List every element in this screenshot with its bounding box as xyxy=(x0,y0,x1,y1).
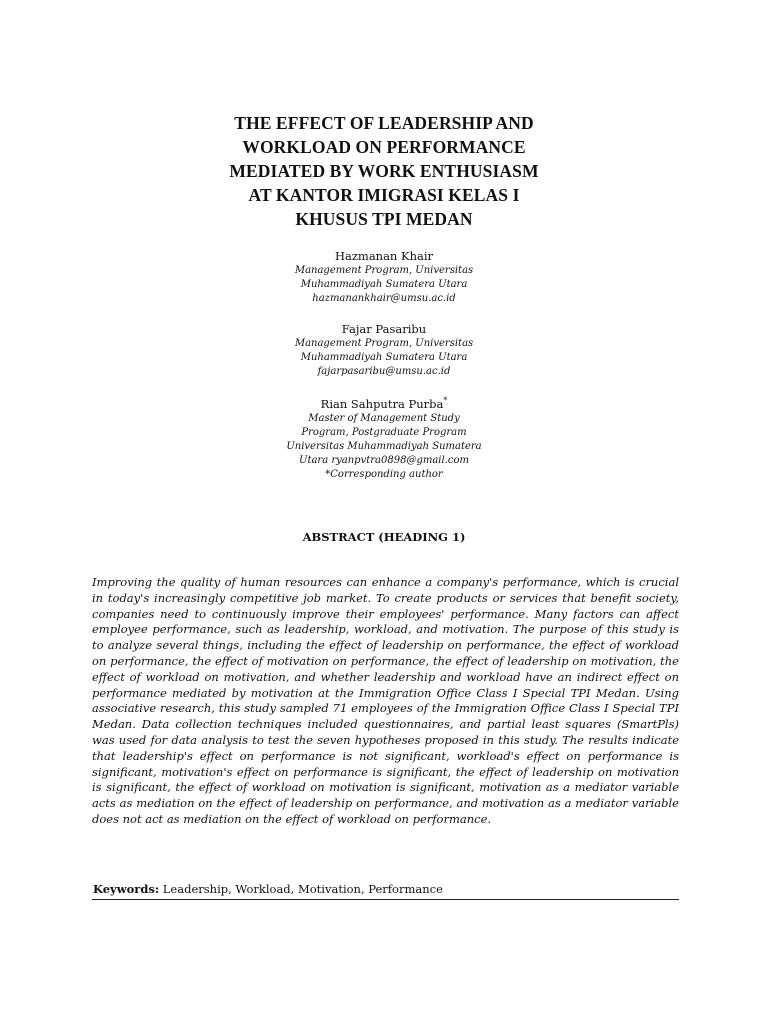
corresponding-author-note: *Corresponding author xyxy=(325,469,443,480)
keywords-value: Leadership, Workload, Motivation, Performance xyxy=(162,882,443,896)
affiliation-line: Management Program, Universitas xyxy=(294,265,474,276)
affiliation-line: Universitas Muhammadiyah Sumatera xyxy=(286,441,482,452)
divider-rule xyxy=(92,899,679,900)
keywords-line xyxy=(93,881,679,897)
author-name: Rian Sahputra Purba* xyxy=(320,396,448,411)
author-block xyxy=(234,321,534,379)
title-line: KHUSUS TPI MEDAN xyxy=(295,209,473,229)
corresponding-marker: * xyxy=(443,396,448,405)
affiliation-line: Muhammadiyah Sumatera Utara xyxy=(300,279,468,290)
author-block xyxy=(234,248,534,306)
abstract-body: Improving the quality of human resources can enhance a company's performance, which is crucial in today's increasingly competitive job market. To create products or services that benefit society, companies need to continuously improve their employees' performance. Many factors can affect employee performance, such as leadership, workload, and motivation. The purpose of this study is to analyze several things, including the effect of leadership on performance, the effect of workload on performance, the effect of motivation on performance, the effect of leadership on motivation, the effect of workload on motivation, and whether leadership and workload have an indirect effect on performance mediated by motivation at the Immigration Office Class I Special TPI Medan. Using associative research, this study sampled 71 employees of the Immigration Office Class I Special TPI Medan. Data collection techniques included questionnaires, and partial least squares (SmartPls) was used for data analysis to test the seven hypotheses proposed in this study. The results indicate that leadership's effect on performance is not significant, workload's effect on performance is significant, motivation's effect on performance is significant, the effect of leadership on motivation is significant, the effect of workload on motivation is significant, motivation as a mediator variable acts as mediation on the effect of leadership on performance, and motivation as a mediator variable does not act as mediation on the effect of workload on performance. xyxy=(92,575,679,826)
author-email: fajarpasaribu@umsu.ac.id xyxy=(317,366,451,377)
author-name: Fajar Pasaribu xyxy=(341,322,427,336)
author-email: Utara ryanpvtra0898@gmail.com xyxy=(299,455,469,466)
author-block xyxy=(234,393,534,482)
keywords-label: Keywords: xyxy=(93,882,160,896)
affiliation-line: Master of Management Study xyxy=(308,413,460,424)
affiliation-line: Program, Postgraduate Program xyxy=(301,427,467,438)
paper-title xyxy=(150,111,618,231)
affiliation-line: Management Program, Universitas xyxy=(294,338,474,349)
author-name: Hazmanan Khair xyxy=(334,249,434,263)
abstract-heading: ABSTRACT (HEADING 1) xyxy=(302,530,466,544)
title-line: WORKLOAD ON PERFORMANCE xyxy=(242,137,526,157)
title-line: AT KANTOR IMIGRASI KELAS I xyxy=(248,185,520,205)
author-email: hazmanankhair@umsu.ac.id xyxy=(312,293,456,304)
affiliation-line: Muhammadiyah Sumatera Utara xyxy=(300,352,468,363)
title-line: THE EFFECT OF LEADERSHIP AND xyxy=(234,113,534,133)
title-line: MEDIATED BY WORK ENTHUSIASM xyxy=(229,161,539,181)
